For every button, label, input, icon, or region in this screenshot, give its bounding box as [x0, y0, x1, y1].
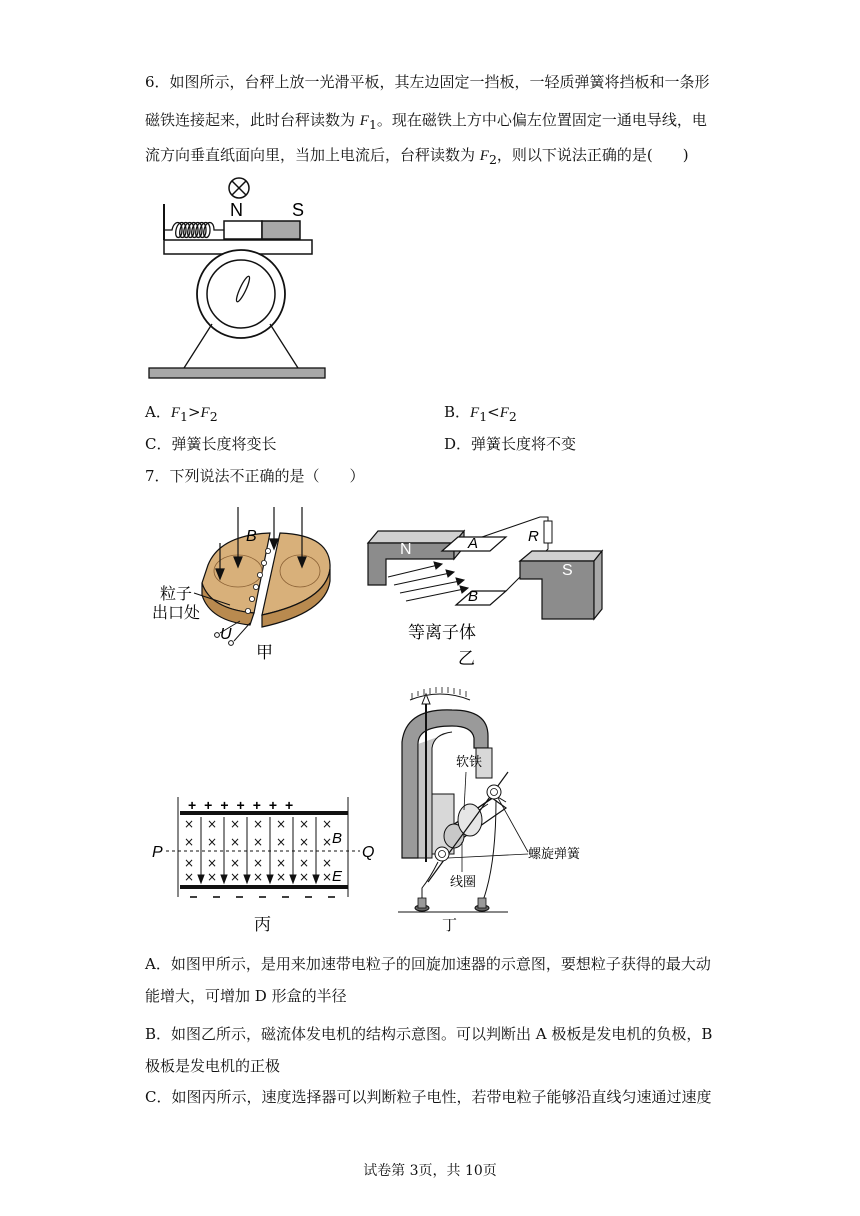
q6-stem-line1: 6．如图所示，台秤上放一光滑平板，其左边固定一挡板，一轻质弹簧将挡板和一条形 — [145, 73, 710, 91]
q7-option-c-line1: C．如图丙所示，速度选择器可以判断粒子电性，若带电粒子能够沿直线匀速通过速度 — [145, 1088, 712, 1106]
svg-text:×: × — [299, 870, 310, 884]
ding-soft-iron-label: 软铁 — [456, 754, 483, 769]
svg-text:×: × — [299, 856, 310, 870]
spring — [164, 223, 224, 238]
yi-n-label: N — [400, 541, 412, 558]
svg-text:×: × — [230, 870, 241, 884]
q6-stem-line3: 流方向垂直纸面向里，当加上电流后，台秤读数为 $F_2$，则以下说法正确的是( ) — [145, 146, 689, 167]
svg-text:×: × — [322, 856, 333, 870]
plate-b — [456, 591, 506, 605]
pole-n-label: N — [230, 200, 243, 220]
bing-b-label: B — [332, 830, 343, 847]
q7-option-b-line2: 极板是发电机的正极 — [145, 1057, 281, 1075]
svg-text:×: × — [322, 817, 333, 831]
figure-jia-cyclotron — [150, 505, 350, 665]
svg-text:×: × — [253, 856, 264, 870]
svg-text:×: × — [322, 870, 333, 884]
svg-text:×: × — [276, 817, 287, 831]
svg-text:×: × — [276, 835, 287, 849]
ding-coil-label: 线圈 — [450, 874, 477, 889]
q6-stem-line2: 磁铁连接起来，此时台秤读数为 $F_1$。现在磁铁上方中心偏左位置固定一通电导线，电 — [145, 111, 707, 132]
yi-a-label: A — [468, 535, 479, 552]
q7-option-a-line1: A．如图甲所示，是用来加速带电粒子的回旋加速器的示意图，要想粒子获得的最大动 — [145, 955, 711, 973]
jia-exit-label-1: 粒子 — [160, 586, 193, 603]
jia-caption: 甲 — [256, 643, 273, 662]
svg-text:×: × — [184, 870, 195, 884]
page-footer: 试卷第 3页，共 10页 — [363, 1163, 497, 1179]
svg-text:×: × — [299, 835, 310, 849]
bing-e-label: E — [332, 868, 343, 885]
svg-text:+++++++: +++++++ — [188, 797, 302, 813]
bing-caption: 丙 — [254, 915, 271, 934]
resistor — [544, 521, 552, 543]
q6-scale-figure — [140, 172, 340, 386]
q6-option-b: B．$F_1<F_2$ — [444, 403, 517, 424]
q7-option-b-line1: B．如图乙所示，磁流体发电机的结构示意图。可以判断出 A 极板是发电机的负极，B — [145, 1025, 713, 1043]
magnet-n-half — [224, 221, 262, 239]
svg-text:×: × — [253, 835, 264, 849]
q6-option-a: A．$F_1>F_2$ — [145, 403, 218, 424]
bing-q-label: Q — [362, 844, 375, 861]
svg-text:×: × — [230, 817, 241, 831]
yi-r-label: R — [528, 528, 539, 545]
svg-text:×: × — [276, 856, 287, 870]
svg-text:×: × — [207, 817, 218, 831]
bing-p-label: P — [152, 844, 163, 861]
svg-text:×: × — [184, 817, 195, 831]
pole-s-label: S — [292, 200, 305, 220]
jia-b-label: B — [246, 528, 257, 545]
svg-text:×: × — [276, 870, 287, 884]
svg-text:×: × — [207, 870, 218, 884]
svg-text:×: × — [230, 856, 241, 870]
figure-yi-mhd-generator — [364, 515, 614, 670]
svg-text:×: × — [299, 817, 310, 831]
svg-text:×: × — [253, 870, 264, 884]
figure-bing-velocity-selector — [150, 795, 380, 937]
q7-option-a-line2: 能增大，可增加 D 形盒的半径 — [145, 987, 347, 1005]
svg-text:×: × — [207, 835, 218, 849]
yi-caption: 乙 — [458, 649, 475, 668]
q6-option-c: C．弹簧长度将变长 — [145, 435, 277, 453]
yi-s-label: S — [562, 562, 573, 579]
jia-exit-label-2: 出口处 — [152, 605, 201, 622]
ding-spring-label: 螺旋弹簧 — [528, 846, 581, 861]
yi-b-label: B — [468, 588, 479, 605]
svg-text:×: × — [184, 856, 195, 870]
svg-text:×: × — [184, 835, 195, 849]
figure-ding-galvanometer — [392, 682, 622, 934]
q7-stem: 7．下列说法不正确的是（ ） — [145, 467, 365, 485]
jia-u-label: U — [220, 626, 232, 643]
yi-plasma-label: 等离子体 — [408, 623, 476, 642]
svg-text:×: × — [322, 835, 333, 849]
scale-base — [149, 368, 325, 378]
svg-text:×: × — [230, 835, 241, 849]
svg-text:×: × — [253, 817, 264, 831]
current-into-page-icon — [229, 178, 249, 198]
q6-option-d: D．弹簧长度将不变 — [444, 435, 577, 453]
ding-caption: 丁 — [442, 917, 458, 934]
svg-text:×: × — [207, 856, 218, 870]
magnet-s-half — [262, 221, 300, 239]
